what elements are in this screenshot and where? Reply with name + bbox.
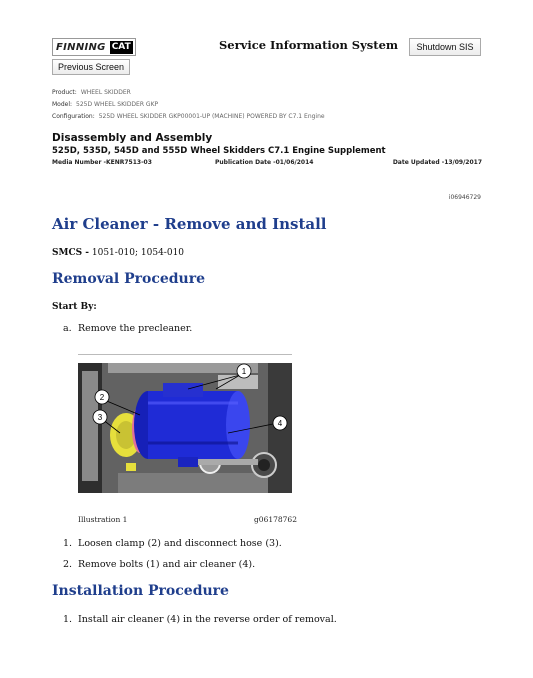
removal-step xyxy=(63,538,282,549)
model-line xyxy=(52,101,158,108)
start-by-label: Start By: xyxy=(52,302,97,312)
date-updated: Date Updated -13/09/2017 xyxy=(392,159,482,166)
callout-4 xyxy=(273,416,287,430)
start-step-text: Remove the precleaner. xyxy=(78,323,193,334)
callout-2 xyxy=(95,390,109,404)
app-title: Service Information System xyxy=(219,38,399,52)
publication-date: Publication Date -01/06/2014 xyxy=(215,159,314,166)
illustration-divider xyxy=(78,354,292,355)
smcs-codes xyxy=(52,248,184,258)
page-title: Air Cleaner - Remove and Install xyxy=(52,215,327,233)
svg-text:3: 3 xyxy=(97,413,103,422)
step-number: 2. xyxy=(63,559,73,570)
media-number: Media Number -KENR7513-03 xyxy=(52,159,152,166)
model-value: 525D WHEEL SKIDDER GKP xyxy=(76,101,159,108)
document-subheading: 525D, 535D, 545D and 555D Wheel Skidders C7.1 Engine Supplement xyxy=(52,146,386,156)
product-line xyxy=(52,89,131,96)
previous-screen-button[interactable]: Previous Screen xyxy=(52,59,130,75)
step-text: Install air cleaner (4) in the reverse order of removal. xyxy=(78,614,337,625)
air-cleaner-illustration xyxy=(78,363,292,493)
smcs-label: SMCS - xyxy=(52,248,89,258)
removal-step xyxy=(63,559,255,570)
start-step xyxy=(63,323,192,334)
model-label: Model: xyxy=(52,101,73,108)
product-value: WHEEL SKIDDER xyxy=(80,89,131,96)
installation-step xyxy=(63,614,337,625)
svg-text:4: 4 xyxy=(277,419,283,428)
step-number: 1. xyxy=(63,614,73,625)
svg-text:1: 1 xyxy=(241,367,247,376)
product-label: Product: xyxy=(52,89,77,96)
illustration-id: g06178762 xyxy=(254,515,297,524)
svg-text:2: 2 xyxy=(99,393,105,402)
configuration-line xyxy=(52,113,325,120)
configuration-label: Configuration: xyxy=(52,113,95,120)
configuration-value: 525D WHEEL SKIDDER GKP00001-UP (MACHINE) POWERED BY C7.1 Engine xyxy=(98,113,325,120)
finning-cat-logo xyxy=(52,38,136,56)
callout-3 xyxy=(93,410,107,424)
start-step-letter: a. xyxy=(63,323,72,334)
document-heading: Disassembly and Assembly xyxy=(52,132,213,144)
shutdown-sis-button[interactable]: Shutdown SIS xyxy=(409,38,481,56)
smcs-value: 1051-010; 1054-010 xyxy=(91,248,185,258)
document-id: i06946729 xyxy=(448,194,481,201)
logo-text: FINNING xyxy=(56,41,106,53)
callout-1 xyxy=(237,364,251,378)
step-text: Remove bolts (1) and air cleaner (4). xyxy=(78,559,256,570)
installation-heading: Installation Procedure xyxy=(52,583,229,599)
step-number: 1. xyxy=(63,538,73,549)
illustration-caption: Illustration 1 xyxy=(78,515,128,524)
logo-badge: CAT xyxy=(111,41,131,52)
removal-heading: Removal Procedure xyxy=(52,271,206,287)
step-text: Loosen clamp (2) and disconnect hose (3). xyxy=(78,538,282,549)
